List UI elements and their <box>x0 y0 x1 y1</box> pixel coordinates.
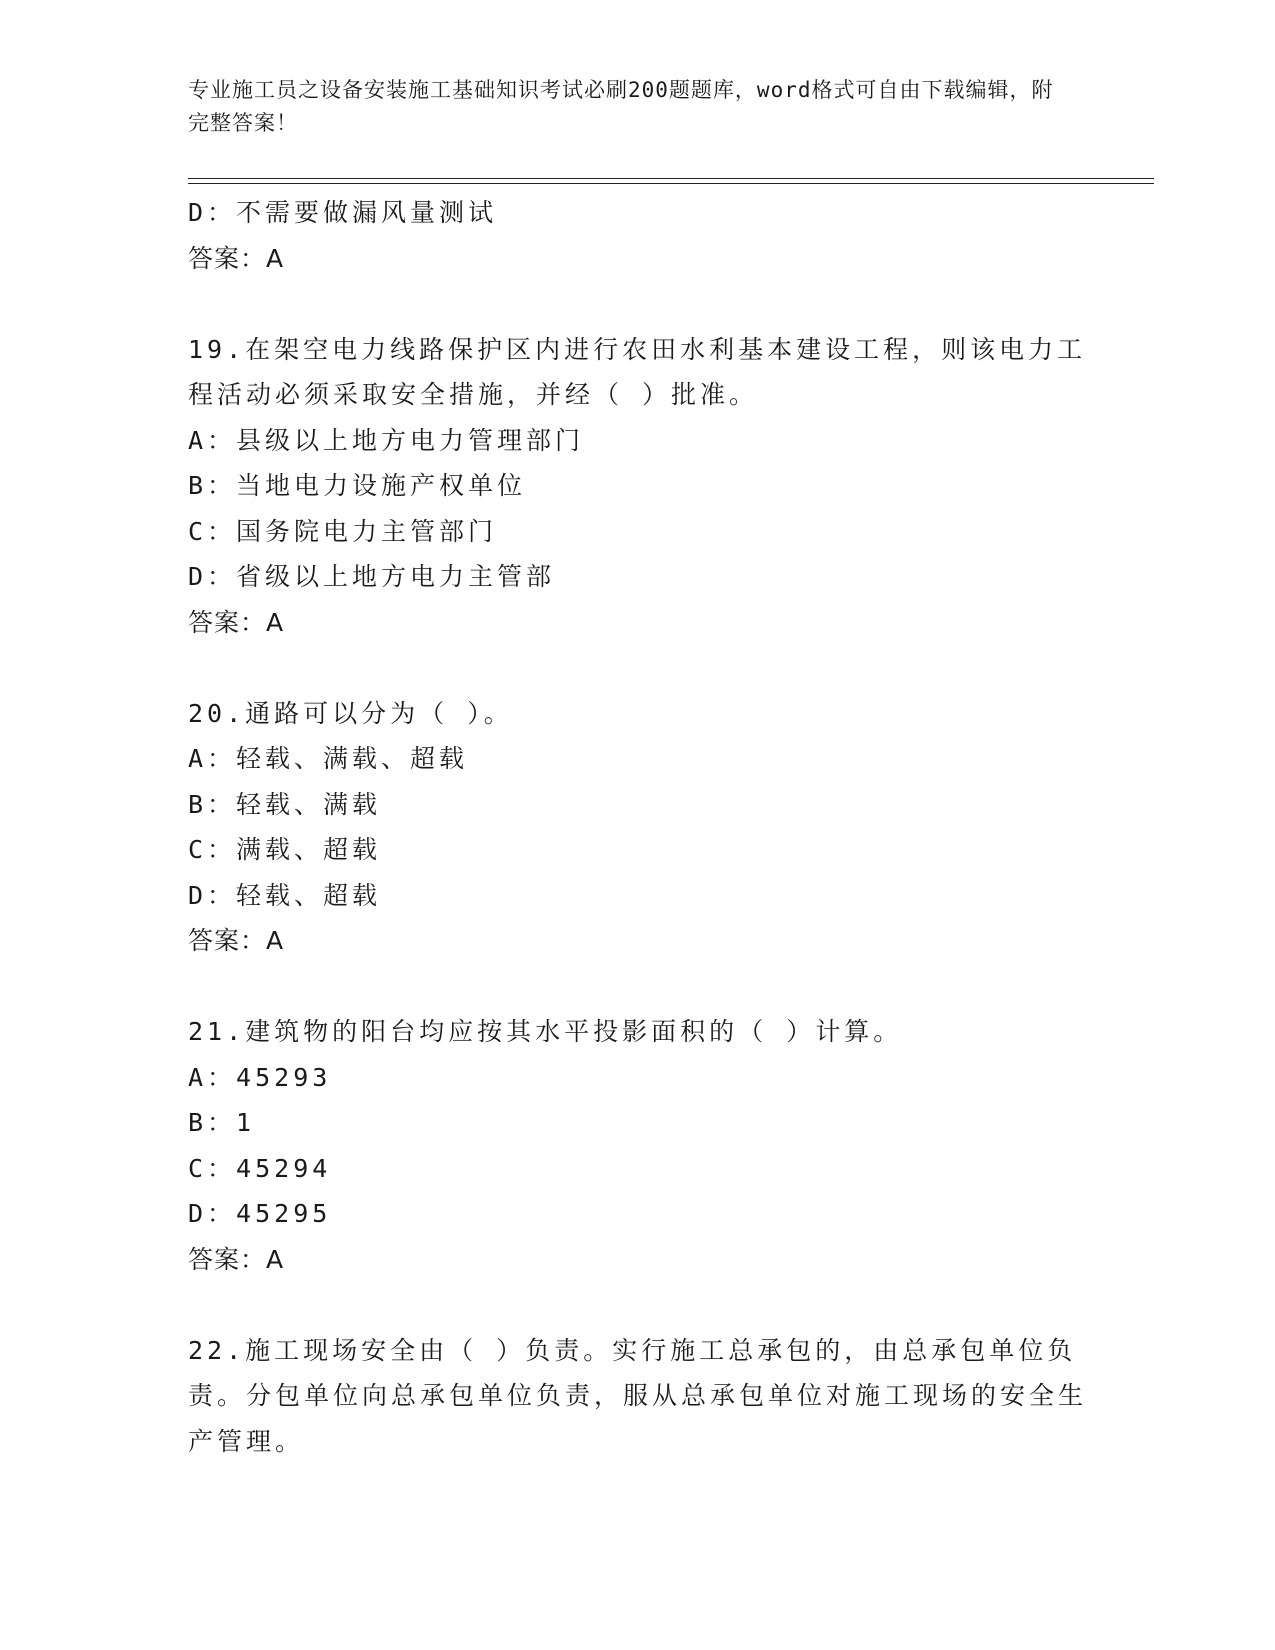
page-header: 专业施工员之设备安装施工基础知识考试必刷200题题库，word格式可自由下载编辑，附完整答案！ <box>188 78 1054 135</box>
option-d: D：不需要做漏风量测试 <box>188 198 498 227</box>
spacer <box>188 281 1088 327</box>
option-d: D：省级以上地方电力主管部 <box>188 562 556 591</box>
question-20 <box>188 691 1088 964</box>
option-a: A：县级以上地方电力管理部门 <box>188 425 585 455</box>
option-b: B：轻载、满载 <box>188 789 382 819</box>
question-22 <box>188 1328 1088 1465</box>
header-divider-top <box>188 178 1154 179</box>
answer-line: 答案：A <box>188 607 285 637</box>
previous-question-tail <box>188 190 1088 281</box>
option-c: C：满载、超载 <box>188 835 382 864</box>
option-c: C：国务院电力主管部门 <box>188 516 498 546</box>
option-a: A：45293 <box>188 1062 332 1092</box>
question-stem: 19.在架空电力线路保护区内进行农田水利基本建设工程，则该电力工程活动必须采取安全措施，并经（ ）批准。 <box>188 334 1087 409</box>
spacer <box>188 645 1088 691</box>
header-divider-bottom <box>188 183 1154 184</box>
option-d: D：轻载、超载 <box>188 880 382 910</box>
option-a: A：轻载、满载、超载 <box>188 744 469 773</box>
question-stem: 20.通路可以分为（ ）。 <box>188 698 513 728</box>
question-stem: 22.施工现场安全由（ ）负责。实行施工总承包的，由总承包单位负责。分包单位向总承包单位负责，服从总承包单位对施工现场的安全生产管理。 <box>188 1335 1088 1456</box>
answer-line: 答案：A <box>188 926 285 955</box>
option-b: B：1 <box>188 1108 256 1137</box>
question-stem: 21.建筑物的阳台均应按其水平投影面积的（ ）计算。 <box>188 1017 903 1046</box>
option-c: C：45294 <box>188 1153 332 1183</box>
question-19 <box>188 327 1088 646</box>
question-list <box>188 190 1088 1464</box>
answer-line: 答案：A <box>188 1244 285 1274</box>
option-b: B：当地电力设施产权单位 <box>188 471 527 500</box>
option-d: D：45295 <box>188 1199 332 1228</box>
spacer <box>188 1282 1088 1328</box>
question-21 <box>188 1009 1088 1282</box>
answer-line: 答案：A <box>188 243 285 273</box>
spacer <box>188 964 1088 1010</box>
